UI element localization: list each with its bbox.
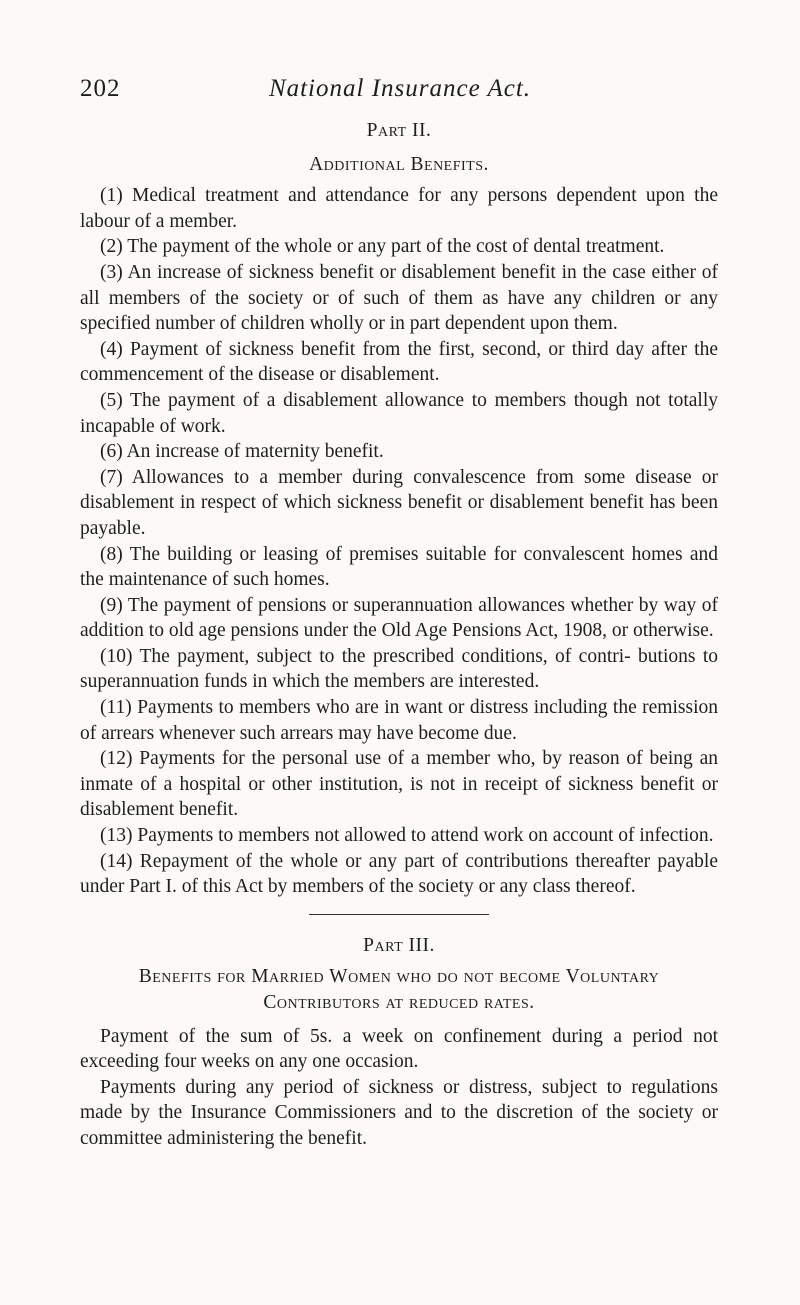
section-divider — [309, 914, 489, 915]
list-item: (1) Medical treatment and attendance for any persons dependent upon the labour of a member. — [80, 185, 718, 232]
part-3-heading: Part III. — [363, 934, 435, 956]
list-item: (6) An increase of maternity benefit. — [100, 441, 384, 463]
part-2-subheading: Additional Benefits. — [309, 153, 489, 175]
married-women-benefits — [80, 1024, 718, 1152]
list-item: (5) The payment of a disablement allowance to members though not totally incapable of work. — [80, 389, 718, 437]
list-item: (13) Payments to members not allowed to attend work on account of infection. — [100, 825, 714, 847]
list-item: (10) The payment, subject to the prescribed conditions, of contri- butions to superannuation funds in which the members are interested. — [80, 645, 718, 693]
page-header — [0, 75, 800, 107]
list-item: (2) The payment of the whole or any part of the cost of dental treatment. — [100, 236, 665, 258]
running-title: National Insurance Act. — [268, 75, 532, 102]
paragraph: Payments during any period of sickness or distress, subject to regulations made by the Insurance Commissioners and to the discretion of the society or committee administering the benefit. — [80, 1076, 718, 1149]
list-item: (3) An increase of sickness benefit or disablement benefit in the case either of all members of the society or of such of them as have any children or any specified number of children wholly or in part dependent upon them. — [80, 261, 718, 335]
list-item: (4) Payment of sickness benefit from the first, second, or third day after the commencement of the disease or disablement. — [80, 338, 718, 386]
paragraph: Payment of the sum of 5s. a week on confinement during a period not exceeding four weeks on any one occasion. — [80, 1025, 718, 1073]
part-3-subheading: Benefits for Married Women who do not become Voluntary Contributors at reduced rates. — [138, 966, 660, 1013]
page-number: 202 — [80, 75, 121, 102]
list-item: (11) Payments to members who are in want or distress including the remission of arrears whenever such arrears may have become due. — [80, 697, 718, 744]
list-item: (8) The building or leasing of premises suitable for convalescent homes and the maintenance of such homes. — [80, 543, 718, 591]
list-item: (9) The payment of pensions or superannuation allowances whether by way of addition to old age pensions under the Old Age Pensions Act, 1908, or otherwise. — [80, 594, 718, 642]
list-item: (12) Payments for the personal use of a member who, by reason of being an inmate of a hospital or other institution, is not in receipt of sickness benefit or disablement benefit. — [80, 748, 718, 821]
list-item: (14) Repayment of the whole or any part of contributions thereafter payable under Part I. of this Act by members of the society or any class thereof. — [80, 850, 718, 898]
additional-benefits-list — [80, 183, 718, 900]
list-item: (7) Allowances to a member during convalescence from some disease or disablement in respect of which sickness benefit or disablement benefit has been payable. — [80, 466, 718, 539]
part-2-heading: Part II. — [366, 120, 432, 141]
page-body — [80, 118, 718, 1152]
